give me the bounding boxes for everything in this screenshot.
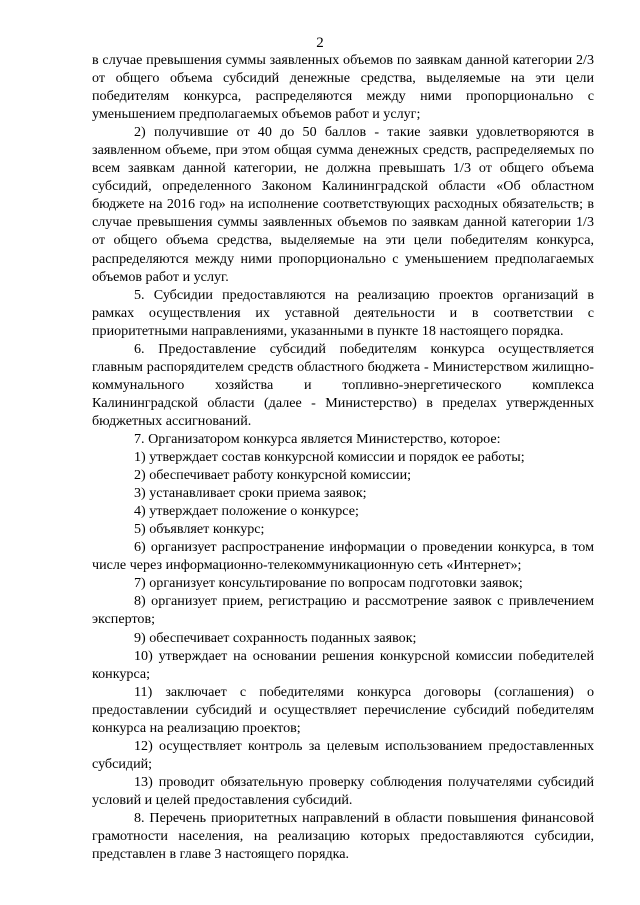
list-item-5: 5) объявляет конкурс;: [134, 521, 265, 538]
paragraph-clause-6: 6. Предоставление субсидий победителям конкурса осуществляется главным распорядителем средств областного бюджета - Министерством жилищно-коммунального хозяйства и топливно-энергетического комплекса Калининградской области (далее - Министерство) в пределах утвержденных бюджетных ассигнований.: [92, 340, 594, 429]
list-item-6: 6) организует распространение информации о проведении конкурса, в том числе через информационно-телекоммуникационную сеть «Интернет»;: [92, 539, 594, 574]
list-item-1: 1) утверждает состав конкурсной комиссии и порядок ее работы;: [134, 449, 525, 466]
list-item-7: 7) организует консультирование по вопросам подготовки заявок;: [134, 575, 523, 592]
document-body: [92, 51, 594, 863]
list-item-13: 13) проводит обязательную проверку соблюдения получателями субсидий условий и целей предоставления субсидий.: [92, 773, 594, 808]
paragraph-clause-5: 5. Субсидии предоставляются на реализацию проектов организаций в рамках осуществления их уставной деятельности и в соответствии с приоритетными направлениями, указанными в пункте 18 настоящего порядка.: [92, 286, 594, 339]
paragraph-clause-7: 7. Организатором конкурса является Министерство, которое:: [134, 430, 501, 447]
list-item-12: 12) осуществляет контроль за целевым использованием предоставленных субсидий;: [92, 737, 594, 772]
list-item-4: 4) утверждает положение о конкурсе;: [134, 503, 359, 520]
list-item-10: 10) утверждает на основании решения конкурсной комиссии победителей конкурса;: [92, 647, 594, 682]
list-item-3: 3) устанавливает сроки приема заявок;: [134, 485, 367, 502]
page-number: 2: [316, 35, 324, 51]
paragraph-item-2: 2) получившие от 40 до 50 баллов - такие заявки удовлетворяются в заявленном объеме, при этом общая сумма денежных средств, распределяемых по всем заявкам данной категории, не должна превышать 1/3 от общего объема субсидий, определенного Законом Калининградской области «Об областном бюджете на 2016 год» на исполнение соответствующих расходных обязательств; в случае превышения суммы заявленных объемов по заявкам данной категории 1/3 от общего объема средства, выделяемые на эти цели победителям конкурса, распределяются между ними пропорционально с уменьшением предполагаемых объемов работ и услуг.: [92, 124, 594, 285]
list-item-2: 2) обеспечивает работу конкурсной комиссии;: [134, 467, 412, 484]
list-item-11: 11) заключает с победителями конкурса договоры (соглашения) о предоставлении субсидий и осуществляет перечисление субсидий победителям конкурса на реализацию проектов;: [92, 683, 594, 736]
list-item-8: 8) организует прием, регистрацию и рассмотрение заявок с привлечением экспертов;: [92, 593, 594, 628]
list-item-9: 9) обеспечивает сохранность поданных заявок;: [134, 629, 417, 646]
paragraph-clause-8: 8. Перечень приоритетных направлений в области повышения финансовой грамотности населения, на реализацию которых предоставляются субсидии, представлен в главе 3 настоящего порядка.: [92, 809, 594, 863]
paragraph-continuation: в случае превышения суммы заявленных объемов по заявкам данной категории 2/3 от общего объема субсидий денежные средства, выделяемые на эти цели победителям конкурса, распределяются между ними пропорционально с уменьшением предполагаемых объемов работ и услуг;: [92, 52, 594, 123]
